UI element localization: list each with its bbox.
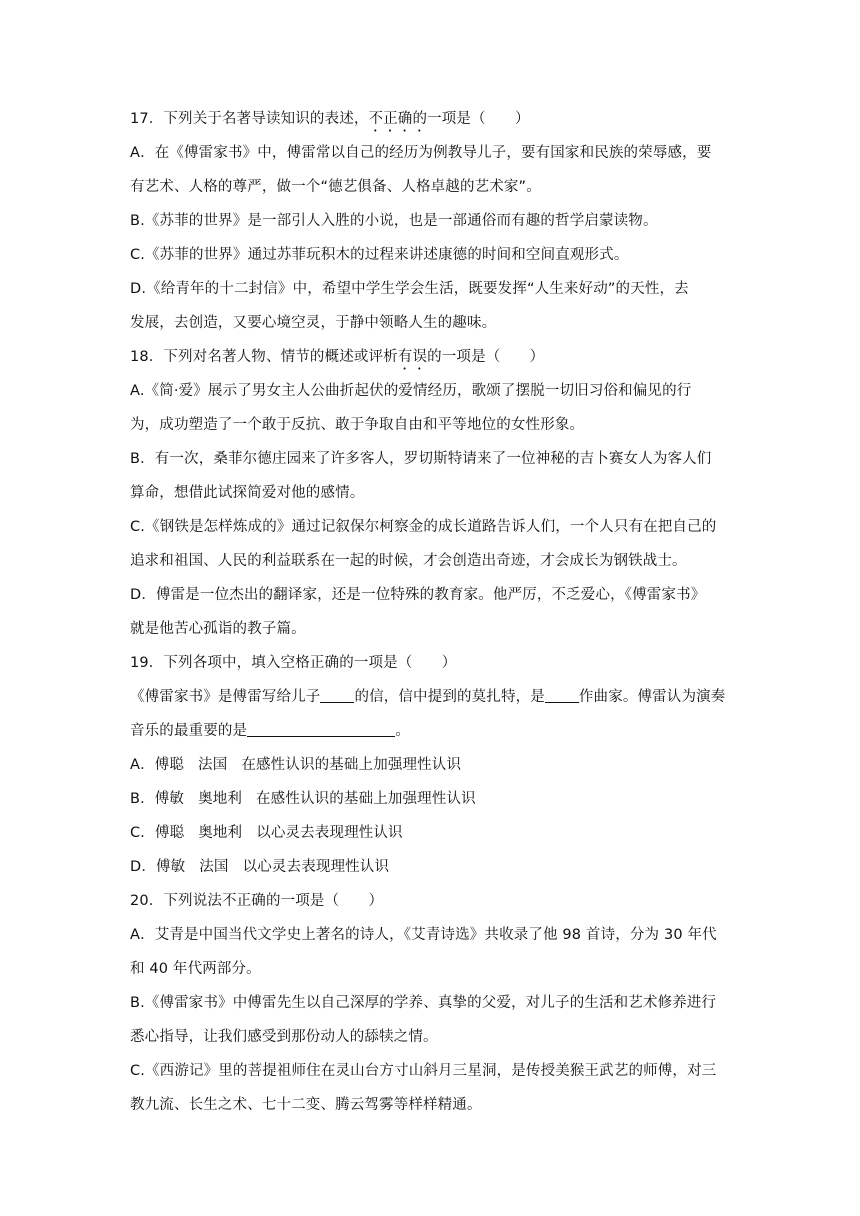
q20-option-b-line1: B.《傅雷家书》中傅雷先生以自己深厚的学养、真挚的父爱，对儿子的生活和艺术修养进行 — [130, 995, 717, 1011]
option-label: D． — [130, 859, 156, 875]
q20-option-a-line1: A．艾青是中国当代文学史上著名的诗人，《艾青诗选》共收录了他 98 首诗，分为 30 年代 — [130, 927, 717, 943]
passage-text: 音乐的最重要的是 — [130, 723, 248, 739]
option-part: 奥地利 — [198, 791, 243, 807]
passage-text: 。 — [395, 723, 410, 739]
fill-blank-2 — [545, 686, 579, 703]
q17-option-a-line2: 有艺术、人格的尊严，做一个“德艺俱备、人格卓越的艺术家”。 — [130, 179, 541, 195]
option-part: 在感性认识的基础上加强理性认识 — [241, 757, 462, 773]
q17-option-a-line1: A．在《傅雷家书》中，傅雷常以自己的经历为例教导儿子，要有国家和民族的荣辱感，要 — [130, 145, 712, 161]
q19-passage-line1 — [130, 680, 732, 714]
q20-option-c-line1: C.《西游记》里的菩提祖师住在灵山台方寸山斜月三星洞，是传授美猴王武艺的师傅，对三 — [130, 1063, 717, 1079]
q20-option-c-line2: 教九流、长生之术、七十二变、腾云驾雾等样样精通。 — [130, 1097, 482, 1113]
option-label: C． — [130, 825, 155, 841]
fill-blank-3 — [247, 720, 395, 737]
q19-option-d — [130, 850, 732, 884]
q17-option-d-line2: 发展，去创造，又要心境空灵，于静中领略人生的趣味。 — [130, 315, 497, 331]
q18-option-d-line2: 就是他苦心孤诣的教子篇。 — [130, 621, 306, 637]
q19-option-a — [130, 748, 732, 782]
stem-text: 18．下列对名著人物、情节的概述或评析 — [130, 349, 398, 365]
stem-text: 的一项是（ ） — [427, 349, 545, 365]
q18-option-a-line2: 为，成功塑造了一个敢于反抗、敢于争取自由和平等地位的女性形象。 — [130, 417, 585, 433]
option-part: 傅敏 — [155, 859, 186, 875]
question-18-stem — [130, 340, 732, 374]
document-page — [130, 102, 732, 1122]
question-19-stem: 19．下列各项中，填入空格正确的一项是（ ） — [130, 655, 457, 671]
option-part: 傅聪 — [154, 825, 185, 841]
q17-option-d-line1: D.《给青年的十二封信》中，希望中学生学会生活，既要发挥“人生来好动”的天性，去 — [130, 281, 689, 297]
q18-option-c-line1: C.《钢铁是怎样炼成的》通过记叙保尔柯察金的成长道路告诉人们，一个人只有在把自己的 — [130, 519, 717, 535]
option-part: 在感性认识的基础上加强理性认识 — [256, 791, 476, 807]
q19-passage-line2 — [130, 714, 732, 748]
q20-option-a-line2: 和 40 年代两部分。 — [130, 961, 261, 977]
question-17-stem — [130, 102, 732, 136]
option-label: B． — [130, 791, 155, 807]
option-part: 奥地利 — [198, 825, 243, 841]
q18-option-c-line2: 追求和祖国、人民的利益联系在一起的时候，才会创造出奇迹，才会成长为钢铁战士。 — [130, 553, 687, 569]
option-part: 傅敏 — [154, 791, 185, 807]
q20-option-b-line2: 悉心指导，让我们感受到那份动人的舔犊之情。 — [130, 1029, 438, 1045]
fill-blank-1 — [320, 686, 354, 703]
passage-text: 《傅雷家书》是傅雷写给儿子 — [130, 689, 321, 705]
option-part: 以心灵去表现理性认识 — [256, 825, 403, 841]
question-20-stem: 20．下列说法不正确的一项是（ ） — [130, 893, 384, 909]
q18-option-b-line1: B．有一次，桑菲尔德庄园来了许多客人，罗切斯特请来了一位神秘的吉卜赛女人为客人们 — [130, 451, 712, 467]
passage-text: 作曲家。傅雷认为演奏 — [578, 689, 726, 705]
q18-option-d-line1: D．傅雷是一位杰出的翻译家，还是一位特殊的教育家。他严厉，不乏爱心，《傅雷家书》 — [130, 587, 706, 603]
option-part: 法国 — [198, 757, 228, 773]
stem-text: 一项是（ ） — [427, 111, 530, 127]
option-part: 傅聪 — [154, 757, 185, 773]
q19-option-c — [130, 816, 732, 850]
stem-text: 17．下列关于名著导读知识的表述， — [130, 111, 369, 127]
q19-option-b — [130, 782, 732, 816]
emphasized-text: 有误 — [397, 349, 428, 365]
q18-option-b-line2: 算命，想借此试探简爱对他的感情。 — [130, 485, 365, 501]
option-part: 以心灵去表现理性认识 — [242, 859, 390, 875]
emphasized-text: 不正确的 — [368, 111, 428, 127]
passage-text: 的信，信中提到的莫扎特，是 — [354, 689, 545, 705]
q17-option-c: C.《苏菲的世界》通过苏菲玩积木的过程来讲述康德的时间和空间直观形式。 — [130, 247, 629, 263]
q17-option-b: B.《苏菲的世界》是一部引人入胜的小说，也是一部通俗而有趣的哲学启蒙读物。 — [130, 213, 658, 229]
option-part: 法国 — [199, 859, 229, 875]
option-label: A． — [130, 757, 155, 773]
q18-option-a-line1: A.《简·爱》展示了男女主人公曲折起伏的爱情经历，歌颂了摆脱一切旧习俗和偏见的行 — [130, 383, 692, 399]
